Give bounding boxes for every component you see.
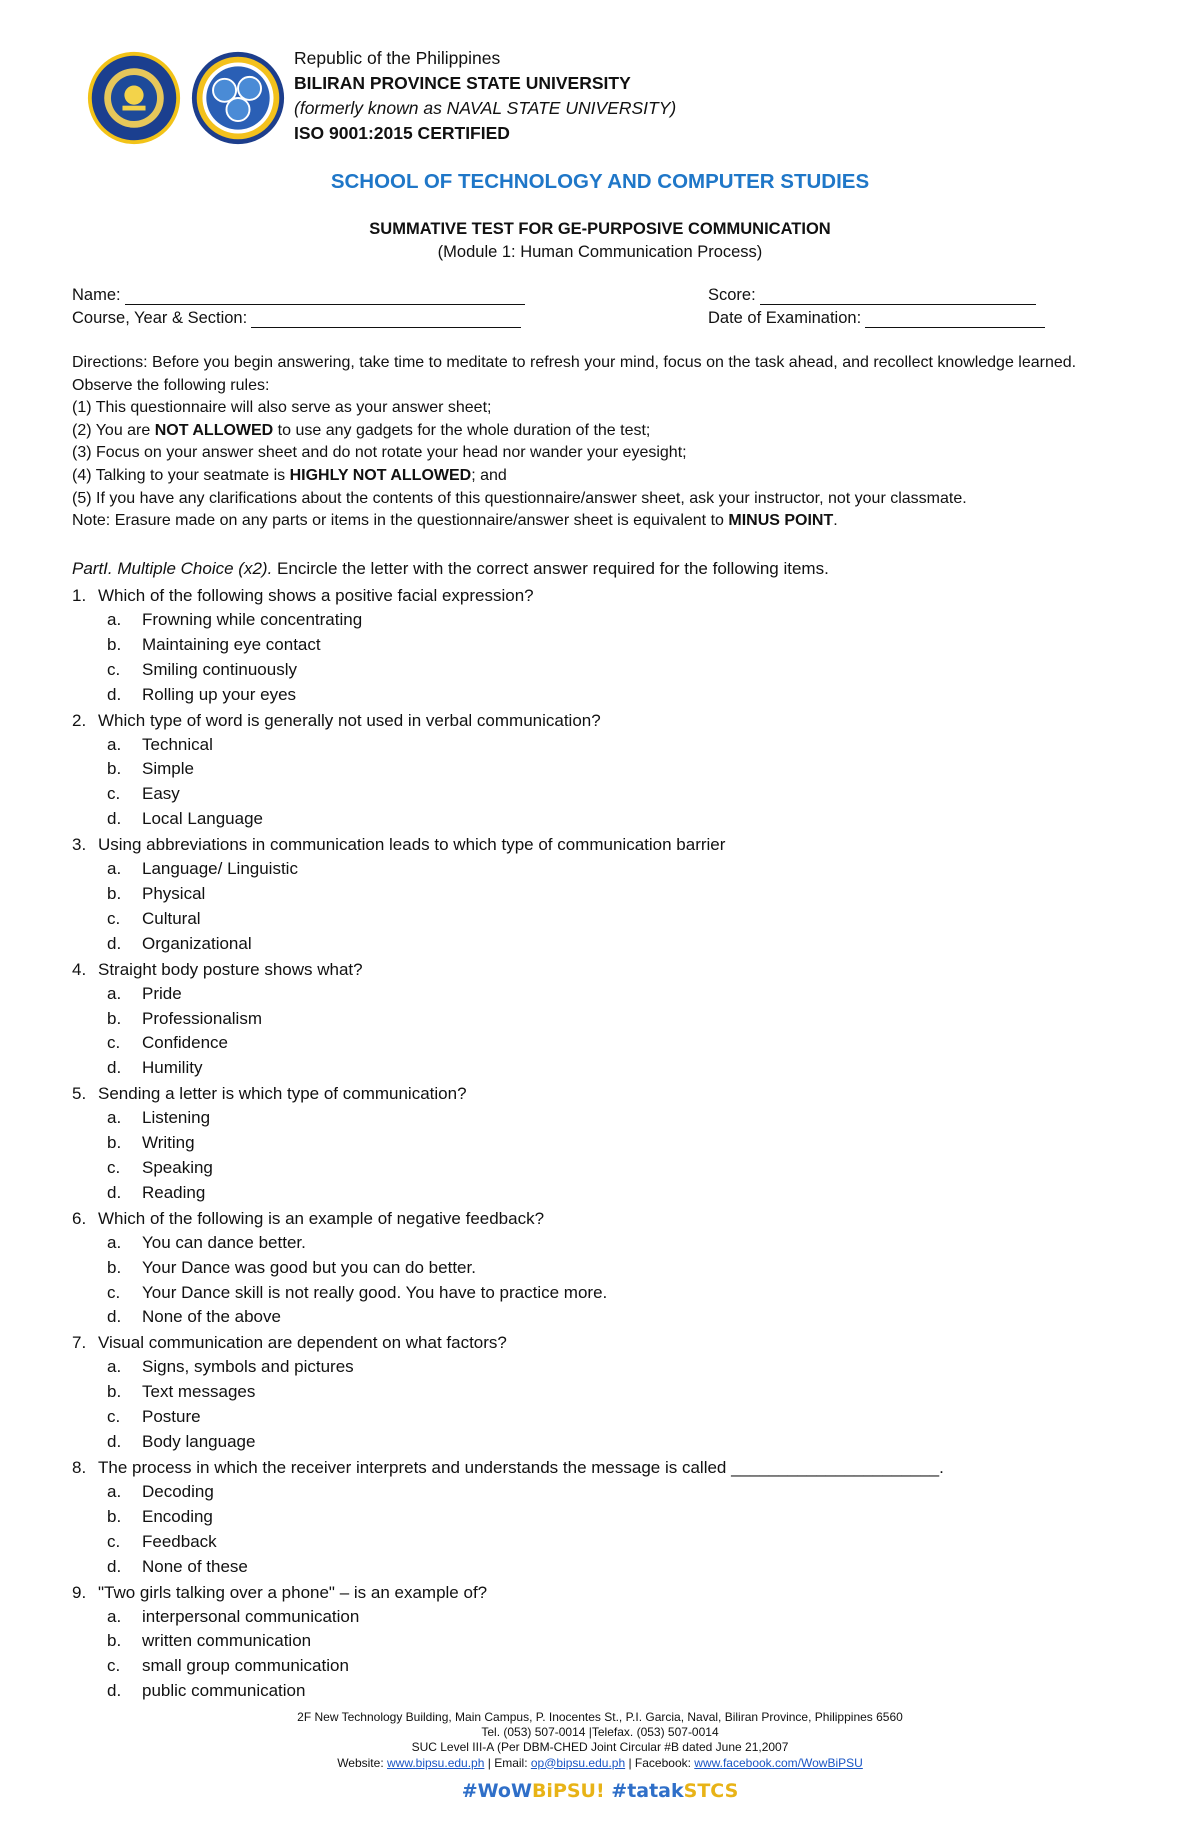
option-letter: a.: [107, 1606, 122, 1626]
option-letter: d.: [107, 1432, 122, 1452]
question-text: "Two girls talking over a phone" – is an example of?: [98, 1582, 488, 1602]
option-letter: a.: [107, 610, 122, 629]
option-letter: d.: [107, 933, 122, 953]
option-letter: c.: [107, 908, 121, 928]
option-text: Reading: [142, 1182, 206, 1202]
question-text: Straight body posture shows what?: [98, 959, 363, 979]
question-number: 2.: [72, 710, 87, 730]
option-text: Technical: [142, 734, 213, 754]
option-text: Listening: [142, 1108, 211, 1128]
option-letter: c.: [107, 659, 121, 679]
option-letter: b.: [107, 1506, 122, 1526]
option-letter: a.: [107, 1108, 122, 1128]
option-text: Cultural: [142, 908, 201, 928]
option-letter: b.: [107, 884, 122, 904]
option-text: Pride: [142, 983, 182, 1003]
option-text: Signs, symbols and pictures: [142, 1357, 354, 1377]
question-number: 7.: [72, 1333, 87, 1353]
university-header: [294, 46, 676, 146]
option-text: Body language: [142, 1432, 256, 1452]
directions-block: [72, 352, 1132, 533]
option-letter: d.: [107, 1681, 122, 1701]
option-text: Your Dance was good but you can do better.: [142, 1257, 476, 1277]
option-text: Organizational: [142, 933, 252, 953]
rule-3: (3) Focus on your answer sheet and do not rotate your head nor wander your eyesight;: [72, 444, 687, 462]
option-letter: c.: [107, 1531, 121, 1551]
option-letter: a.: [107, 983, 122, 1003]
question-number: 5.: [72, 1084, 87, 1104]
rule-2: (2) You are NOT ALLOWED to use any gadgets for the whole duration of the test;: [72, 421, 651, 439]
question-text: Which of the following is an example of negative feedback?: [98, 1208, 545, 1228]
option-letter: c.: [107, 1158, 121, 1178]
footer-address: 2F New Technology Building, Main Campus, P. Inocentes St., P.I. Garcia, Naval, Biliran Province, Philippines 6560: [297, 1710, 903, 1724]
part-instruction: Encircle the letter with the correct answer required for the following items.: [272, 559, 829, 578]
course-label: Course, Year & Section:: [72, 309, 248, 327]
option-letter: c.: [107, 1282, 121, 1302]
option-text: Decoding: [142, 1481, 214, 1501]
question-number: 8.: [72, 1457, 87, 1477]
name-label: Name:: [72, 286, 121, 304]
facebook-link[interactable]: www.facebook.com/WowBiPSU: [694, 1755, 863, 1770]
option-letter: d.: [107, 1182, 122, 1202]
part-heading: [72, 559, 829, 579]
option-letter: b.: [107, 1631, 122, 1651]
question-text: Sending a letter is which type of communication?: [98, 1084, 467, 1104]
option-text: Posture: [142, 1407, 201, 1427]
option-letter: a.: [107, 1481, 122, 1501]
option-letter: d.: [107, 1556, 122, 1576]
option-letter: b.: [107, 1008, 122, 1028]
option-text: interpersonal communication: [142, 1606, 360, 1626]
footer-phone: Tel. (053) 507-0014 |Telefax. (053) 507-0014: [481, 1725, 719, 1740]
question-text: Using abbreviations in communication leads to which type of communication barrier: [98, 835, 726, 855]
option-text: You can dance better.: [142, 1232, 306, 1252]
option-text: Rolling up your eyes: [142, 684, 297, 704]
option-letter: c.: [107, 1656, 121, 1676]
option-text: Humility: [142, 1058, 203, 1078]
option-letter: d.: [107, 684, 122, 704]
option-letter: b.: [107, 634, 122, 654]
option-text: public communication: [142, 1681, 306, 1701]
directions-intro: Directions: Before you begin answering, take time to meditate to refresh your mind, focus on the task ahead, and recollect knowledge learned.: [72, 354, 1077, 371]
option-text: Maintaining eye contact: [142, 634, 321, 654]
option-letter: d.: [107, 809, 122, 829]
footer-contacts: Website: www.bipsu.edu.ph | Email: op@bipsu.edu.ph | Facebook: www.facebook.com/WowBiPSU: [337, 1755, 863, 1770]
option-text: Professionalism: [142, 1008, 262, 1028]
score-field[interactable]: [708, 286, 1036, 305]
option-text: Local Language: [142, 809, 264, 829]
option-text: Writing: [142, 1133, 195, 1153]
score-blank[interactable]: [760, 288, 1036, 305]
website-link[interactable]: www.bipsu.edu.ph: [387, 1755, 485, 1770]
option-text: None of the above: [142, 1307, 281, 1327]
bipsu-seal-logo: [86, 50, 182, 146]
option-text: Physical: [142, 884, 206, 904]
question-number: 6.: [72, 1208, 87, 1228]
university-name: BILIRAN PROVINCE STATE UNIVERSITY: [294, 73, 631, 93]
option-letter: d.: [107, 1307, 122, 1327]
option-letter: b.: [107, 759, 122, 779]
rule-4: (4) Talking to your seatmate is HIGHLY NOT ALLOWED; and: [72, 466, 507, 484]
option-text: Smiling continuously: [142, 659, 297, 679]
iso-certification: ISO 9001:2015 CERTIFIED: [294, 123, 510, 143]
question-number: 1.: [72, 586, 87, 605]
footer-suc-level: SUC Level III-A (Per DBM-CHED Joint Circular #B dated June 21,2007: [411, 1740, 789, 1755]
option-letter: a.: [107, 1357, 122, 1377]
question-number: 3.: [72, 835, 87, 855]
option-letter: d.: [107, 1058, 122, 1078]
option-text: Your Dance skill is not really good. You have to practice more.: [142, 1282, 608, 1302]
option-letter: c.: [107, 784, 121, 804]
option-letter: a.: [107, 734, 122, 754]
option-letter: a.: [107, 859, 122, 879]
test-title: SUMMATIVE TEST FOR GE-PURPOSIVE COMMUNICATION: [369, 220, 831, 238]
question-text: Visual communication are dependent on what factors?: [98, 1333, 507, 1353]
option-letter: b.: [107, 1382, 122, 1402]
option-text: Simple: [142, 759, 194, 779]
date-blank[interactable]: [865, 311, 1045, 328]
rule-1: (1) This questionnaire will also serve as your answer sheet;: [72, 399, 492, 417]
footer: [0, 1710, 1200, 1771]
option-text: Confidence: [142, 1033, 229, 1053]
option-text: Encoding: [142, 1506, 213, 1526]
date-label: Date of Examination:: [708, 309, 862, 327]
former-name: (formerly known as NAVAL STATE UNIVERSITY): [294, 98, 677, 118]
option-letter: a.: [107, 1232, 122, 1252]
rule-5: (5) If you have any clarifications about the contents of this questionnaire/answer sheet, ask your instructor, not your classmate.: [72, 489, 967, 507]
question-number: 9.: [72, 1582, 87, 1602]
question-text: The process in which the receiver interprets and understands the message is called ______________________.: [98, 1457, 944, 1477]
republic-line: Republic of the Philippines: [294, 48, 501, 68]
name-field[interactable]: [72, 286, 525, 305]
part-label: PartI. Multiple Choice (x2).: [72, 559, 273, 578]
question-text: Which type of word is generally not used in verbal communication?: [98, 710, 601, 730]
option-letter: c.: [107, 1407, 121, 1427]
option-text: small group communication: [142, 1656, 349, 1676]
option-text: Speaking: [142, 1158, 213, 1178]
course-field[interactable]: [72, 309, 521, 328]
test-subtitle: (Module 1: Human Communication Process): [437, 243, 763, 261]
name-blank[interactable]: [125, 288, 525, 305]
course-blank[interactable]: [251, 311, 521, 328]
option-text: Easy: [142, 784, 180, 804]
date-field[interactable]: [708, 309, 1045, 328]
option-text: Text messages: [142, 1382, 256, 1402]
question-text: Which of the following shows a positive facial expression?: [98, 586, 534, 605]
directions-intro2: Observe the following rules:: [72, 376, 270, 394]
email-link[interactable]: op@bipsu.edu.ph: [530, 1755, 626, 1770]
question-number: 4.: [72, 959, 87, 979]
score-label: Score:: [708, 286, 756, 304]
tagline: #WoWBiPSU! #tatakSTCS: [461, 1780, 739, 1802]
option-letter: c.: [107, 1033, 121, 1053]
stcs-seal-logo: [190, 50, 286, 146]
school-name: SCHOOL OF TECHNOLOGY AND COMPUTER STUDIES: [330, 170, 870, 193]
option-text: None of these: [142, 1556, 248, 1576]
option-text: written communication: [142, 1631, 312, 1651]
option-text: Language/ Linguistic: [142, 859, 298, 879]
erasure-note: Note: Erasure made on any parts or items in the questionnaire/answer sheet is equivalent to MINUS POINT.: [72, 512, 838, 530]
option-text: Frowning while concentrating: [142, 610, 363, 629]
option-letter: b.: [107, 1257, 122, 1277]
option-letter: b.: [107, 1133, 122, 1153]
option-text: Feedback: [142, 1531, 217, 1551]
